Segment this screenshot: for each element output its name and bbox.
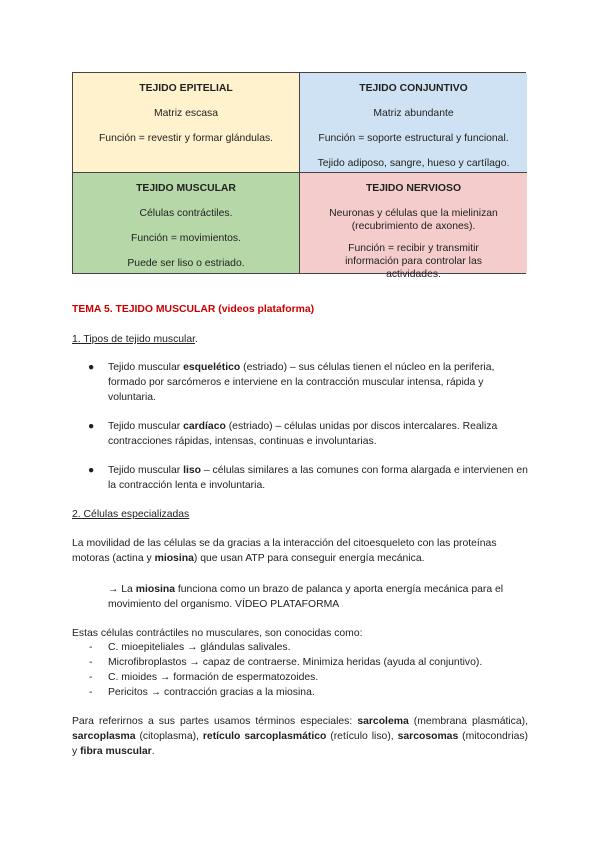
bullet-text: (estriado) – sus células tienen el núcleo en la periferia, formado por sarcómeros e interviene en la contracción muscular intensa, rápida y voluntaria. <box>108 362 495 403</box>
list-item-text: C. mioides → formación de espermatozoides. <box>108 672 319 683</box>
bullet-text: Tejido muscular <box>108 362 184 373</box>
cell-title: TEJIDO MUSCULAR <box>136 183 236 194</box>
paragraph-contractiles: Estas células contráctiles no musculares, son conocidas como: <box>72 628 363 639</box>
paragraph-movilidad <box>72 536 528 566</box>
bullet-bold: liso <box>183 465 201 476</box>
paragraph-text: funciona como un brazo de palanca y aporta energía mecánica para el movimiento del organismo. VÍDEO PLATAFORMA <box>108 584 504 610</box>
paragraph-text: Para referirnos a sus partes usamos términos especiales: <box>72 716 358 727</box>
cell-line: Función = revestir y formar glándulas. <box>98 133 274 144</box>
cell-line: Función = soporte estructural y funcional. <box>318 133 509 144</box>
paragraph-bold: sarcolema <box>357 716 409 727</box>
dash-icon: - <box>89 642 93 653</box>
cell-line: Matriz abundante <box>373 108 454 119</box>
bullet-text: Tejido muscular <box>108 465 184 476</box>
list-item <box>72 360 528 405</box>
heading-text: 1. Tipos de tejido muscular <box>72 334 196 345</box>
list-item <box>72 463 528 493</box>
paragraph-bold: sarcosomas <box>397 731 459 742</box>
heading-text: 2. Células especializadas <box>72 509 190 520</box>
bullet-text: – células similares a las comunes con forma alargada e intervienen en la contracción lenta e involuntaria. <box>108 465 528 491</box>
heading-celulas <box>72 507 528 522</box>
cell-title: TEJIDO CONJUNTIVO <box>359 83 468 94</box>
paragraph-text: ) que usan ATP para conseguir energía mecánica. <box>193 553 425 564</box>
bullet-icon: ● <box>88 421 95 432</box>
paragraph-text: . <box>151 746 155 757</box>
cell-line: Función = recibir y transmitir información para controlar las actividades. <box>345 243 482 280</box>
heading-tipos <box>72 332 528 347</box>
bullet-text: (estriado) – células unidas por discos intercalares. Realiza contracciones rápidas, intensas, continuas e involuntarias. <box>108 421 498 447</box>
cell-line: Neuronas y células que la mielinizan (recubrimiento de axones). <box>329 208 498 232</box>
bullet-text: Tejido muscular <box>108 421 184 432</box>
cell-line: Función = movimientos. <box>130 233 241 244</box>
paragraph-text: La movilidad de las células se da gracias a la interacción del citoesqueleto con las proteínas motoras (actina y <box>72 538 497 564</box>
list-item <box>72 685 528 700</box>
cell-line: Matriz escasa <box>153 108 219 119</box>
list-item-text: Microfibroplastos → capaz de contraerse. Minimiza heridas (ayuda al conjuntivo). <box>108 657 483 668</box>
paragraph-bold: miosina <box>135 584 175 595</box>
cell-title: TEJIDO EPITELIAL <box>139 83 233 94</box>
bullet-icon: ● <box>88 362 95 373</box>
paragraph-bold: miosina <box>154 553 194 564</box>
bullet-bold: cardíaco <box>183 421 226 432</box>
dash-icon: - <box>89 657 93 668</box>
section-title: TEMA 5. TEJIDO MUSCULAR (videos plataforma) <box>72 304 315 315</box>
list-item <box>72 670 528 685</box>
paragraph-terminos <box>72 714 528 759</box>
list-item-text: Pericitos → contracción gracias a la miosina. <box>108 687 315 698</box>
paragraph-bold: sarcoplasma <box>72 731 136 742</box>
cell-tejido-conjuntivo <box>300 73 527 173</box>
heading-tail: . <box>195 334 198 345</box>
paragraph-text: (retículo liso), <box>326 731 398 742</box>
cell-tejido-muscular <box>73 173 300 273</box>
paragraph-bold: retículo sarcoplasmático <box>202 731 327 742</box>
paragraph-miosina <box>108 582 528 612</box>
paragraph-bold: fibra muscular <box>80 746 152 757</box>
cell-tejido-nervioso <box>300 173 527 280</box>
list-item <box>72 640 528 655</box>
list-item-text: C. mioepiteliales → glándulas salivales. <box>108 642 291 653</box>
tissue-summary-table <box>72 72 526 280</box>
paragraph-text: → La <box>108 584 136 595</box>
cell-line: Tejido adiposo, sangre, hueso y cartílago. <box>317 158 510 169</box>
muscle-types-list <box>72 360 528 493</box>
cell-title: TEJIDO NERVIOSO <box>365 183 462 194</box>
paragraph-text: (membrana plasmática), <box>408 716 528 727</box>
paragraph-text: (citoplasma), <box>135 731 203 742</box>
dash-icon: - <box>89 672 93 683</box>
list-item <box>72 419 528 449</box>
bullet-bold: esquelético <box>183 362 241 373</box>
dash-icon: - <box>89 687 93 698</box>
list-item <box>72 655 528 670</box>
bullet-icon: ● <box>88 465 95 476</box>
cell-tejido-epitelial <box>73 73 300 173</box>
paragraph-text: (mitocondrias) y <box>72 731 528 757</box>
contractile-cells-list <box>72 640 528 700</box>
cell-line: Puede ser liso o estriado. <box>127 258 245 269</box>
cell-line: Células contráctiles. <box>139 208 233 219</box>
